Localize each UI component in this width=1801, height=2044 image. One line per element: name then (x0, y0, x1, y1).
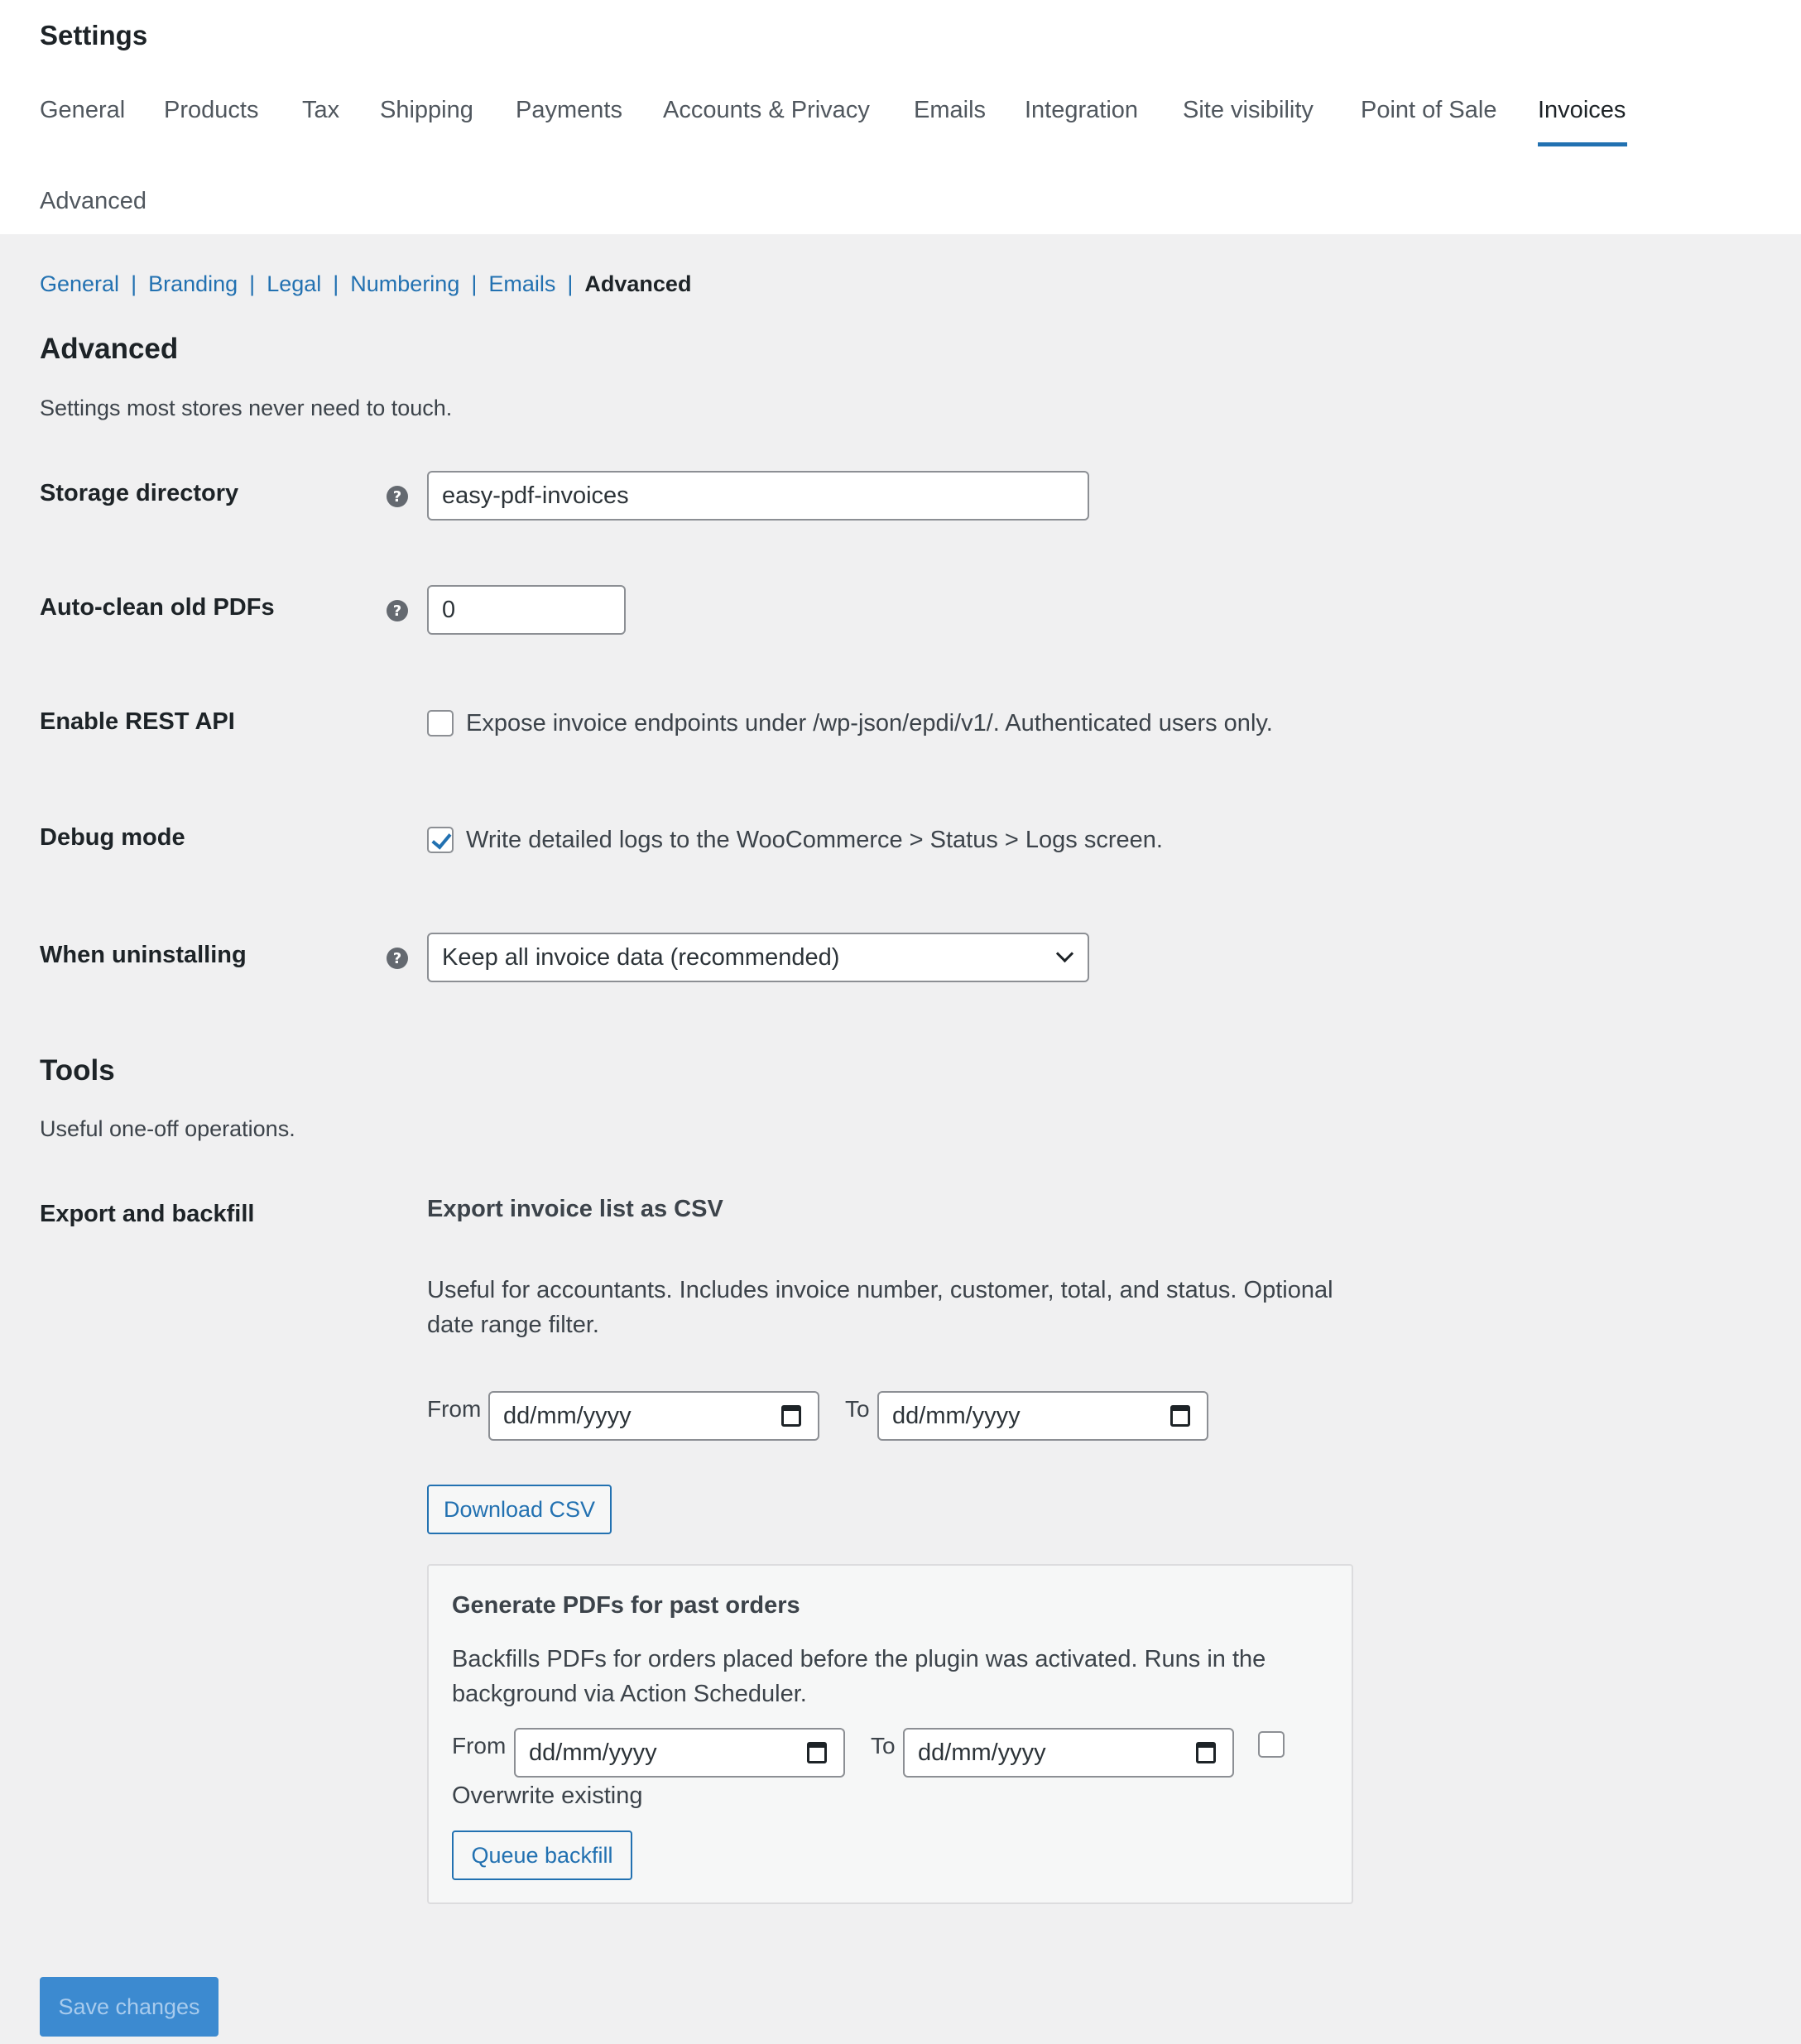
overwrite-existing-checkbox[interactable] (1258, 1731, 1285, 1758)
subnav-legal[interactable]: Legal (267, 271, 322, 296)
backfill-to-date[interactable] (903, 1728, 1234, 1778)
subnav-numbering[interactable]: Numbering (350, 271, 460, 296)
help-icon[interactable]: ? (387, 486, 408, 507)
tab-shipping[interactable]: Shipping (380, 97, 473, 123)
help-icon[interactable]: ? (387, 948, 408, 969)
calendar-icon[interactable] (781, 1405, 801, 1427)
subnav-emails[interactable]: Emails (488, 271, 556, 296)
tab-advanced[interactable]: Advanced (40, 188, 146, 214)
date-placeholder: dd/mm/yyyy (918, 1739, 1046, 1766)
tab-accounts-privacy[interactable]: Accounts & Privacy (663, 97, 870, 123)
tab-site-visibility[interactable]: Site visibility (1183, 97, 1314, 123)
save-changes-button[interactable]: Save changes (40, 1977, 219, 2037)
chevron-down-icon (1056, 945, 1073, 962)
uninstall-label: When uninstalling (40, 942, 247, 968)
backfill-panel (427, 1564, 1353, 1904)
auto-clean-input[interactable]: 0 (427, 585, 626, 635)
subnav-branding[interactable]: Branding (148, 271, 238, 296)
rest-api-label: Enable REST API (40, 708, 235, 735)
tab-tax[interactable]: Tax (302, 97, 340, 123)
backfill-description: Backfills PDFs for orders placed before the plugin was activated. Runs in the background via Action Scheduler. (452, 1646, 1266, 1707)
export-from-date[interactable] (488, 1391, 819, 1441)
settings-header (0, 0, 1801, 234)
active-tab-indicator (1538, 142, 1627, 146)
storage-directory-input[interactable]: easy-pdf-invoices (427, 471, 1089, 521)
help-icon[interactable]: ? (387, 600, 408, 621)
tools-section-title: Tools (40, 1054, 115, 1087)
export-csv-heading: Export invoice list as CSV (427, 1196, 723, 1222)
debug-mode-description: Write detailed logs to the WooCommerce > Status > Logs screen. (466, 827, 1163, 853)
overwrite-existing-label: Overwrite existing (452, 1783, 643, 1809)
tab-invoices[interactable]: Invoices (1538, 97, 1626, 123)
subnav-separator: | (131, 271, 137, 296)
backfill-to-label: To (871, 1733, 896, 1759)
date-placeholder: dd/mm/yyyy (892, 1402, 1021, 1429)
queue-backfill-button[interactable]: Queue backfill (452, 1830, 632, 1880)
subnav-separator: | (471, 271, 478, 296)
backfill-from-date[interactable] (514, 1728, 845, 1778)
date-placeholder: dd/mm/yyyy (503, 1402, 632, 1429)
backfill-from-label: From (452, 1733, 507, 1759)
backfill-heading: Generate PDFs for past orders (452, 1592, 800, 1619)
rest-api-description: Expose invoice endpoints under /wp-json/epdi/v1/. Authenticated users only. (466, 710, 1273, 737)
tab-products[interactable]: Products (164, 97, 259, 123)
tab-point-of-sale[interactable]: Point of Sale (1361, 97, 1497, 123)
storage-directory-label: Storage directory (40, 480, 239, 506)
uninstall-select[interactable] (427, 933, 1089, 982)
download-csv-button[interactable]: Download CSV (427, 1485, 612, 1534)
tab-integration[interactable]: Integration (1025, 97, 1139, 123)
advanced-section-description: Settings most stores never need to touch. (40, 396, 453, 420)
rest-api-checkbox[interactable] (427, 710, 454, 737)
export-csv-description: Useful for accountants. Includes invoice number, customer, total, and status. Optional date range filter. (427, 1277, 1333, 1338)
calendar-icon[interactable] (807, 1742, 827, 1763)
page-title: Settings (40, 20, 148, 50)
advanced-section-title: Advanced (40, 333, 179, 365)
subnav-advanced-current: Advanced (584, 271, 692, 296)
export-to-date[interactable] (877, 1391, 1208, 1441)
tab-emails[interactable]: Emails (914, 97, 987, 123)
tab-general[interactable]: General (40, 97, 126, 123)
export-backfill-label: Export and backfill (40, 1201, 255, 1227)
debug-mode-label: Debug mode (40, 824, 185, 851)
auto-clean-label: Auto-clean old PDFs (40, 594, 275, 621)
export-to-label: To (845, 1396, 870, 1422)
debug-mode-checkbox[interactable] (427, 827, 454, 853)
date-placeholder: dd/mm/yyyy (529, 1739, 657, 1766)
tools-section-description: Useful one-off operations. (40, 1116, 295, 1141)
subnav-separator: | (567, 271, 574, 296)
export-from-label: From (427, 1396, 482, 1422)
calendar-icon[interactable] (1170, 1405, 1190, 1427)
subnav (40, 271, 691, 297)
uninstall-select-value: Keep all invoice data (recommended) (442, 943, 840, 971)
calendar-icon[interactable] (1196, 1742, 1216, 1763)
tab-payments[interactable]: Payments (516, 97, 622, 123)
subnav-separator: | (249, 271, 256, 296)
subnav-general[interactable]: General (40, 271, 120, 296)
subnav-separator: | (333, 271, 339, 296)
